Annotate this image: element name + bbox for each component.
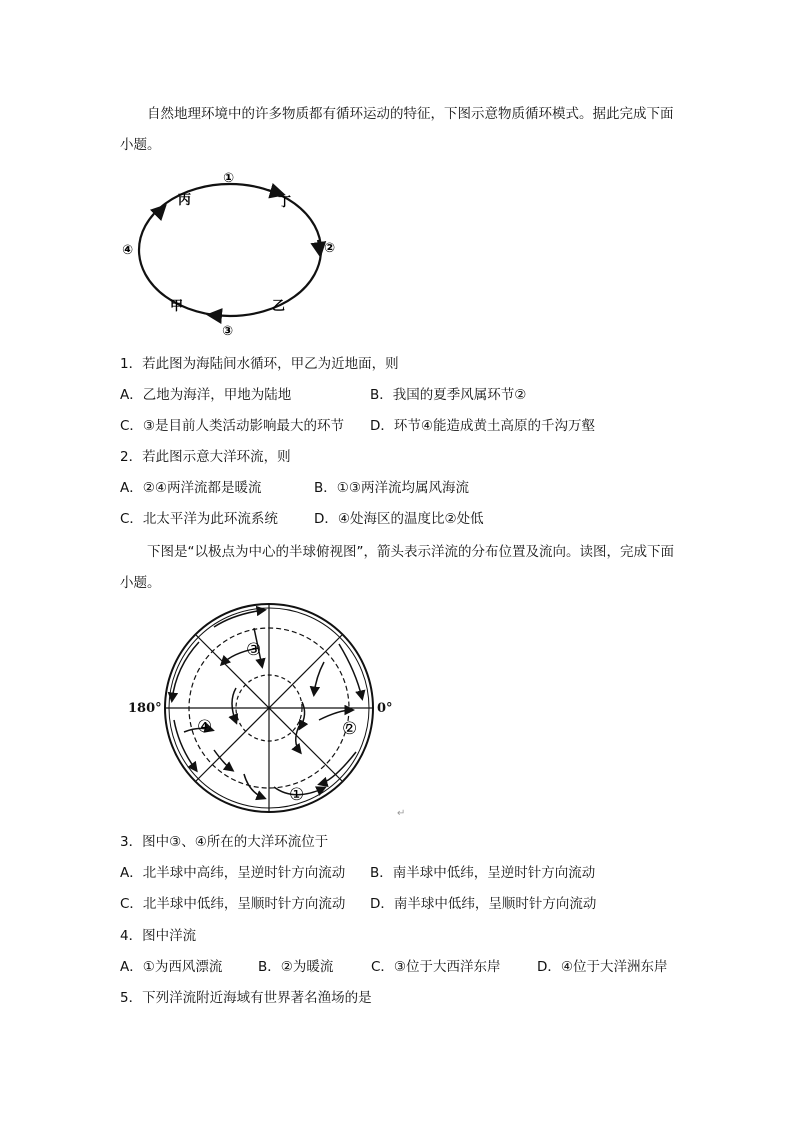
arrow-label-1: ① (223, 171, 235, 186)
question-4-option-b: B．②为暖流 (258, 959, 334, 975)
arrow-label-4: ④ (122, 243, 134, 258)
question-4-option-d: D．④位于大洋洲东岸 (537, 959, 668, 975)
question-2-option-a: A．②④两洋流都是暖流 (120, 480, 262, 496)
question-1-option-b: B．我国的夏季风属环节② (370, 387, 527, 403)
question-1-option-d: D．环节④能造成黄土高原的千沟万壑 (370, 418, 595, 434)
question-2-option-b: B．①③两洋流均属风海流 (314, 480, 469, 496)
question-3-option-d: D．南半球中低纬，呈顺时针方向流动 (370, 896, 597, 912)
question-3-stem: 3．图中③、④所在的大洋环流位于 (120, 834, 329, 850)
arrow-head-bottom (210, 315, 222, 316)
question-5-stem: 5．下列洋流附近海域有世界著名渔场的是 (120, 990, 372, 1006)
question-3-option-b: B．南半球中低纬，呈逆时针方向流动 (370, 865, 596, 881)
cycle-ellipse (139, 184, 321, 316)
current-arrow (232, 688, 236, 722)
intro-paragraph-2: 下图是“以极点为中心的半球俯视图”，箭头表示洋流的分布位置及流向。读图，完成下面小题。 (120, 544, 674, 591)
polar-hemisphere-diagram (124, 602, 414, 822)
node-yi: 乙 (272, 299, 286, 314)
question-4-option-c: C．③位于大西洋东岸 (371, 959, 501, 975)
question-4-option-a: A．①为西风漂流 (120, 959, 223, 975)
question-1-option-c: C．③是目前人类活动影响最大的环节 (120, 418, 345, 434)
polar-mark-2: ② (342, 719, 358, 739)
question-2-option-c: C．北太平洋为此环流系统 (120, 511, 278, 527)
polar-mark-4: ④ (197, 717, 213, 737)
current-arrow (314, 662, 324, 694)
question-3-option-c: C．北半球中低纬，呈顺时针方向流动 (120, 896, 346, 912)
intro-paragraph-1: 自然地理环境中的许多物质都有循环运动的特征，下图示意物质循环模式。据此完成下面小题。 (120, 106, 674, 153)
longitude-180-label: 180° (128, 701, 162, 716)
question-4-stem: 4．图中洋流 (120, 928, 197, 944)
polar-mark-3: ③ (246, 640, 262, 660)
question-1-option-a: A．乙地为海洋，甲地为陆地 (120, 387, 292, 403)
arrow-label-2: ② (324, 241, 336, 256)
polar-mark-1: ① (289, 785, 305, 805)
current-arrow (339, 644, 362, 698)
arrow-label-3: ③ (222, 324, 234, 339)
longitude-0-label: 0° (377, 701, 393, 716)
question-3-option-a: A．北半球中高纬，呈逆时针方向流动 (120, 865, 346, 881)
cycle-diagram (110, 160, 350, 345)
question-2-option-d: D．④处海区的温度比②处低 (314, 511, 484, 527)
node-ding: 丁 (278, 195, 292, 210)
node-jia: 甲 (170, 299, 184, 314)
paragraph-return-mark: ↵ (397, 808, 406, 819)
question-1-stem: 1．若此图为海陆间水循环，甲乙为近地面，则 (120, 356, 399, 372)
node-bing: 丙 (178, 193, 192, 208)
question-2-stem: 2．若此图示意大洋环流，则 (120, 449, 291, 465)
current-arrow (320, 752, 356, 784)
